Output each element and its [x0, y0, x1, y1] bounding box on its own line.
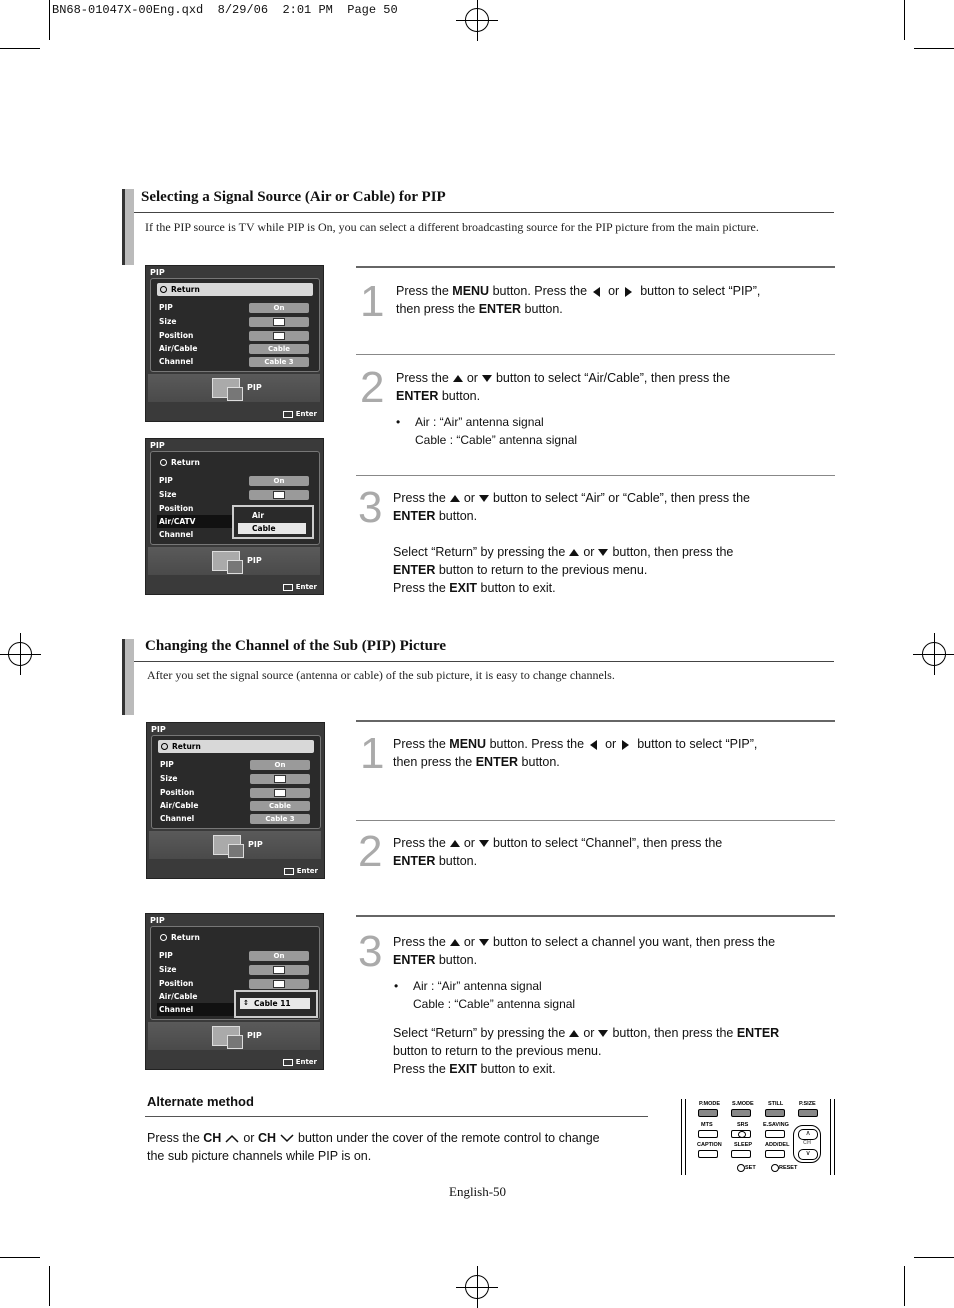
left-arrow-icon — [590, 740, 597, 750]
step-rule — [356, 354, 835, 355]
print-header: BN68-01047X-00Eng.qxd 8/29/06 2:01 PM Page 50 — [52, 3, 398, 17]
step-rule — [356, 720, 835, 722]
alternate-rule — [145, 1116, 648, 1117]
registration-mark — [8, 642, 32, 666]
step-number: 2 — [358, 827, 383, 876]
step-rule — [356, 266, 835, 268]
osd-return-item: Return — [158, 740, 314, 753]
right-arrow-icon — [625, 287, 632, 297]
section-rule — [134, 661, 834, 662]
pip-icon — [213, 835, 241, 855]
registration-mark — [465, 8, 489, 32]
step-rule — [356, 475, 835, 476]
section-rule — [134, 212, 834, 213]
step-rule — [356, 915, 835, 917]
ch-rocker: ∧ CH ∨ — [793, 1125, 821, 1163]
osd-menu: PIP Return PIP On Size Position Air/Cable Cable Channel Cable 3 PIP Enter — [146, 722, 325, 879]
down-arrow-icon — [598, 1030, 608, 1037]
osd-row: Air/Cable Cable — [157, 342, 313, 355]
up-arrow-icon — [569, 549, 579, 556]
section-intro: After you set the signal source (antenna or cable) of the sub picture, it is easy to change channels. — [147, 668, 615, 682]
step-note: Air : “Air” antenna signal Cable : “Cable” antenna signal — [413, 979, 576, 1011]
osd-row-selected: Air/CATV — [157, 515, 313, 528]
crop-mark — [914, 48, 954, 49]
down-arrow-icon — [479, 840, 489, 847]
crop-mark — [49, 0, 50, 40]
alternate-title: Alternate method — [147, 1094, 254, 1109]
page-number: English-50 — [449, 1184, 507, 1199]
osd-row: PIP On — [157, 301, 313, 314]
up-arrow-icon — [450, 495, 460, 502]
chevron-up-icon — [225, 1134, 239, 1143]
crop-mark — [0, 48, 40, 49]
step-note: • — [394, 979, 399, 993]
step-text: Press the or button to select “Air/Cable”, then press the ENTER button. — [396, 371, 731, 403]
enter-icon — [283, 584, 293, 591]
step-text: Select “Return” by pressing the or button, then press the ENTER button to return to the previous menu. Press the EXIT button to exit. — [393, 1026, 780, 1076]
osd-menu — [145, 265, 324, 422]
step-note: • — [396, 415, 401, 429]
step-rule — [356, 820, 835, 821]
down-arrow-icon — [479, 939, 489, 946]
osd-return-item: Return — [157, 456, 313, 469]
return-icon — [161, 743, 168, 750]
chevron-down-icon — [280, 1134, 294, 1143]
down-arrow-icon — [598, 549, 608, 556]
registration-mark — [922, 642, 946, 666]
step-text: Press the MENU button. Press the or button to select “PIP”, then press the ENTER button. — [393, 737, 758, 769]
pip-icon — [212, 378, 240, 398]
down-arrow-icon — [479, 495, 489, 502]
remote-control-illustration: P.MODE S.MODE STILL P.SIZE MTS SRS E.SAVING CAPTION SLEEP ADD/DEL ∧ CH ∨ SET RESET — [681, 1099, 835, 1175]
down-arrow-icon — [482, 375, 492, 382]
section-title: Changing the Channel of the Sub (PIP) Picture — [145, 638, 446, 654]
right-arrow-icon — [622, 740, 629, 750]
chevron-up-icon: ∧ — [798, 1129, 818, 1140]
srs-button — [731, 1130, 751, 1138]
osd-panel — [150, 278, 320, 372]
up-arrow-icon — [569, 1030, 579, 1037]
enter-icon — [283, 411, 293, 418]
up-arrow-icon — [450, 840, 460, 847]
step-text: Press the or button to select “Air” or “Cable”, then press the ENTER button. — [393, 491, 750, 523]
up-arrow-icon — [453, 375, 463, 382]
osd-row: Channel Cable 3 — [157, 355, 313, 368]
alternate-text: Press the CH or CH button under the cover of the remote control to change the sub picture channels while PIP is on. — [147, 1131, 600, 1163]
size-icon — [273, 318, 285, 326]
step-text: Select “Return” by pressing the or button, then press the ENTER button to return to the previous menu. Press the EXIT button to exit. — [393, 545, 734, 595]
step-number: 2 — [360, 363, 385, 412]
section-title: Selecting a Signal Source (Air or Cable) for PIP — [141, 189, 446, 205]
step-text: Press the or button to select “Channel”, then press the ENTER button. — [393, 836, 723, 868]
crop-mark — [904, 0, 905, 40]
osd-menu: PIP Return PIP On Size Position Air/Cable Channel ↕ Cable 11 PIP Enter — [145, 913, 324, 1070]
registration-mark — [465, 1275, 489, 1299]
return-icon — [160, 459, 167, 466]
up-arrow-icon — [450, 939, 460, 946]
osd-row: Position — [157, 329, 313, 342]
osd-row: Size — [157, 315, 313, 328]
osd-popup: Air Cable — [232, 505, 314, 539]
osd-return-item: Return — [157, 931, 313, 944]
enter-icon — [283, 1059, 293, 1066]
osd-header: PIP — [150, 268, 165, 277]
osd-enter-hint: Enter — [283, 410, 317, 418]
crop-mark — [904, 1266, 905, 1306]
osd-bottom: PIP — [148, 374, 320, 402]
return-icon — [160, 286, 167, 293]
crop-mark — [914, 1257, 954, 1258]
left-arrow-icon — [593, 287, 600, 297]
section-bar — [122, 189, 134, 265]
position-icon — [273, 332, 285, 340]
step-note: Air : “Air” antenna signal Cable : “Cable” antenna signal — [415, 415, 578, 447]
step-text: Press the MENU button. Press the or button to select “PIP”, then press the ENTER button. — [396, 284, 761, 316]
chevron-down-icon: ∨ — [798, 1149, 818, 1160]
step-number: 3 — [358, 927, 383, 976]
step-text: Press the or button to select a channel you want, then press the ENTER button. — [393, 935, 776, 967]
enter-icon — [284, 868, 294, 875]
pip-icon — [212, 551, 240, 571]
step-number: 1 — [360, 277, 385, 326]
return-icon — [160, 934, 167, 941]
step-number: 3 — [358, 483, 383, 532]
pip-icon — [212, 1026, 240, 1046]
osd-return-item: Return — [157, 283, 313, 296]
osd-popup: ↕ Cable 11 — [234, 990, 318, 1018]
crop-mark — [49, 1266, 50, 1306]
section-intro: If the PIP source is TV while PIP is On, you can select a different broadcasting source for the PIP picture from the main picture. — [145, 220, 759, 234]
updown-icon: ↕ — [243, 999, 249, 1007]
section-bar — [122, 639, 134, 715]
step-number: 1 — [360, 729, 385, 778]
osd-menu: PIP Return PIP On Size Position Air/CATV Channel Air Cable PIP Enter — [145, 438, 324, 595]
osd-row-selected: Channel — [157, 1003, 313, 1016]
crop-mark — [0, 1257, 40, 1258]
